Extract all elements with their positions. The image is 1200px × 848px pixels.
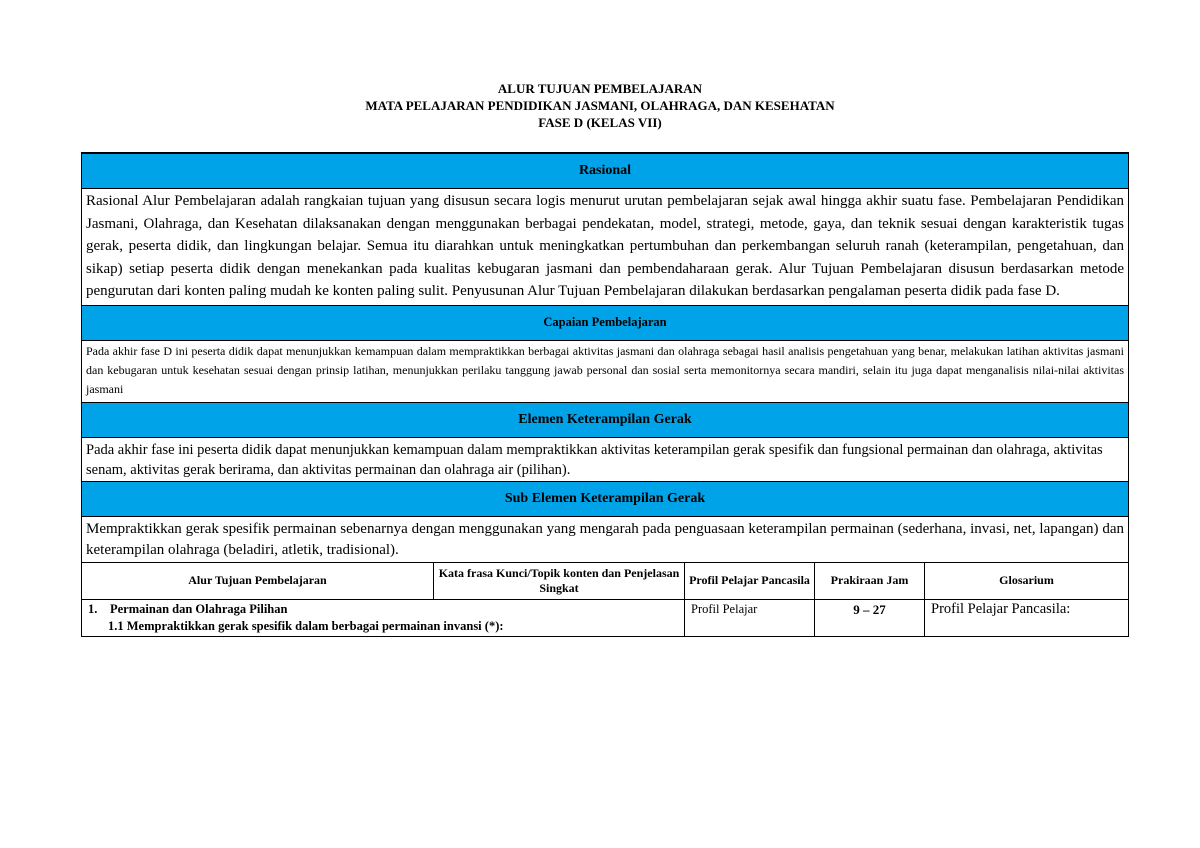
rasional-heading: Rasional [82,153,1129,189]
capaian-heading: Capaian Pembelajaran [82,305,1129,340]
column-header-alur: Alur Tujuan Pembelajaran [82,562,434,599]
rasional-text: Rasional Alur Pembelajaran adalah rangkaian tujuan yang disusun secara logis menurut urutan pembelajaran sejak awal hingga akhir suatu fase. Pembelajaran Pendidikan Jasmani, Olahraga, dan Kesehatan dilaksanakan dengan menggunakan berbagai pendekatan, model, strategi, metode, gaya, dan teknik sesuai dengan karakteristik tugas gerak, peserta didik, dan lingkungan belajar. Semua itu diarahkan untuk meningkatkan pertumbuhan dan perkembangan seluruh ranah (keterampilan, pengetahuan, dan sikap) setiap peserta didik dengan menekankan pada kualitas kebugaran jasmani dan pembendaharaan gerak. Alur Tujuan Pembelajaran disusun berdasarkan metode pengurutan dari konten paling mudah ke konten paling sulit. Penyusunan Alur Tujuan Pembelajaran dilakukan berdasarkan pengalaman peserta didik pada fase D. [82,189,1129,306]
glosarium-cell: Profil Pelajar Pancasila: [925,599,1129,636]
jam-cell: 9 – 27 [815,599,925,636]
table-row [82,599,1129,636]
column-header-kata-frasa: Kata frasa Kunci/Topik konten dan Penjelasan Singkat [434,562,685,599]
alur-cell [82,599,685,636]
item-heading [88,601,678,618]
sub-elemen-heading: Sub Elemen Keterampilan Gerak [82,481,1129,516]
title-line-3: FASE D (KELAS VII) [538,115,662,130]
column-header-profil: Profil Pelajar Pancasila [685,562,815,599]
capaian-text: Pada akhir fase D ini peserta didik dapat menunjukkan kemampuan dalam mempraktikkan berbagai aktivitas jasmani dan olahraga sebagai hasil analisis pengetahuan yang benar, melakukan latihan aktivitas jasmani dan kebugaran untuk kesehatan sesuai dengan prinsip latihan, menunjukkan perilaku tanggung jawab personal dan sosial serta memonitornya secara mandiri, selain itu juga dapat menganalisis nilai-nilai aktivitas jasmani [82,340,1129,402]
elemen-text: Pada akhir fase ini peserta didik dapat menunjukkan kemampuan dalam mempraktikkan aktivitas keterampilan gerak spesifik dan fungsional permainan dan olahraga, aktivitas senam, aktivitas gerak berirama, dan aktivitas permainan dan olahraga air (pilihan). [82,437,1129,481]
sub-elemen-text: Mempraktikkan gerak spesifik permainan sebenarnya dengan menggunakan yang mengarah pada penguasaan keterampilan permainan (sederhana, invasi, net, lapangan) dan keterampilan olahraga (beladiri, atletik, tradisional). [82,516,1129,562]
title-line-1: ALUR TUJUAN PEMBELAJARAN [497,81,703,96]
column-header-row [82,562,1129,599]
learning-flow-table [81,152,1129,637]
profil-cell: Profil Pelajar [685,599,815,636]
item-title: Permainan dan Olahraga Pilihan [110,601,288,616]
column-header-jam: Prakiraan Jam [815,562,925,599]
elemen-heading: Elemen Keterampilan Gerak [82,402,1129,437]
document-title [0,80,1200,131]
title-line-2: MATA PELAJARAN PENDIDIKAN JASMANI, OLAHRAGA, DAN KESEHATAN [365,98,835,113]
column-header-glosarium: Glosarium [925,562,1129,599]
item-number: 1. [88,601,98,616]
item-subtitle: 1.1 Mempraktikkan gerak spesifik dalam berbagai permainan invansi (*): [108,618,504,633]
